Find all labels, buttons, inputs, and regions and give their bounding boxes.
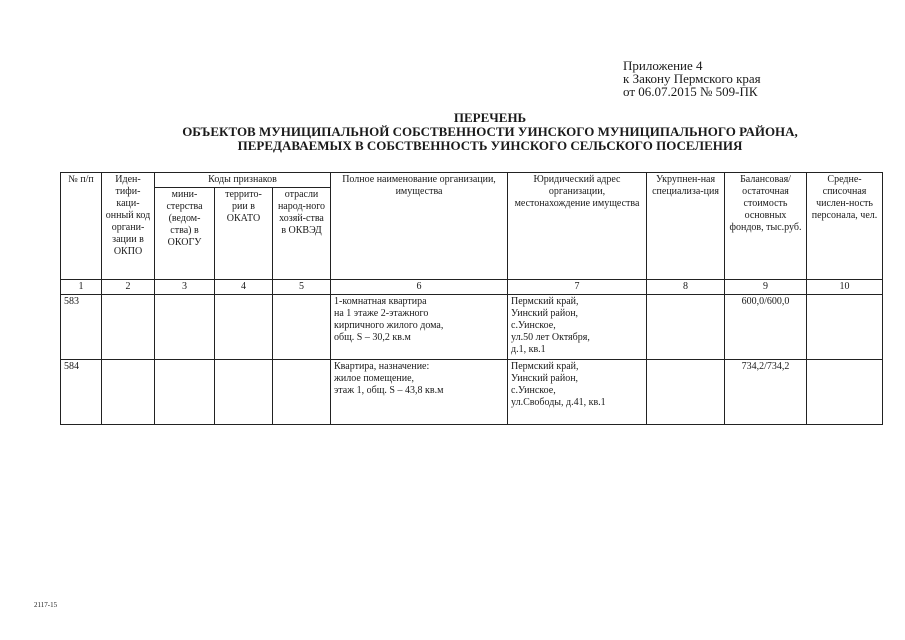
column-number: 7 — [508, 280, 647, 295]
row-address-line: с.Уинское, — [511, 385, 556, 396]
row-specialization — [647, 360, 725, 425]
row-okato — [215, 360, 273, 425]
row-address-line: Уинский район, — [511, 373, 579, 384]
header-codes-group: Коды признаков — [155, 173, 331, 188]
column-number: 10 — [807, 280, 883, 295]
row-address-line: с.Уинское, — [511, 320, 556, 331]
header-staff: Средне-списочная числен-ность персонала, чел. — [807, 173, 883, 280]
column-number: 6 — [331, 280, 508, 295]
row-address-line: Пермский край, — [511, 296, 579, 307]
row-okpo — [102, 360, 155, 425]
row-address-line: ул.Свободы, д.41, кв.1 — [511, 397, 606, 408]
row-okogu — [155, 360, 215, 425]
row-okogu — [155, 295, 215, 360]
row-name — [331, 295, 508, 360]
row-address-line: ул.50 лет Октября, — [511, 332, 590, 343]
table-row — [61, 295, 883, 360]
column-number: 3 — [155, 280, 215, 295]
document-subtitle-line-1: ОБЪЕКТОВ МУНИЦИПАЛЬНОЙ СОБСТВЕННОСТИ УИНСКОГО МУНИЦИПАЛЬНОГО РАЙОНА, — [182, 124, 798, 139]
row-name-line: общ. S – 30,2 кв.м — [334, 332, 411, 343]
column-number: 8 — [647, 280, 725, 295]
appendix-line-1: Приложение 4 — [623, 58, 703, 73]
row-name-line: 1-комнатная квартира — [334, 296, 427, 307]
row-name-line: кирпичного жилого дома, — [334, 320, 444, 331]
appendix-line-2: к Закону Пермского края — [623, 71, 761, 86]
row-address-line: Пермский край, — [511, 361, 579, 372]
appendix-line-3: от 06.07.2015 № 509-ПК — [623, 84, 758, 99]
row-num: 583 — [61, 295, 102, 360]
row-num: 584 — [61, 360, 102, 425]
header-address: Юридический адрес организации, местонахождение имущества — [508, 173, 647, 280]
row-specialization — [647, 295, 725, 360]
row-balance: 734,2/734,2 — [725, 360, 807, 425]
column-number: 1 — [61, 280, 102, 295]
property-table — [60, 172, 883, 425]
row-name-line: этаж 1, общ. S – 43,8 кв.м — [334, 385, 444, 396]
document-title: ПЕРЕЧЕНЬ — [453, 110, 527, 125]
row-balance: 600,0/600,0 — [725, 295, 807, 360]
row-staff — [807, 295, 883, 360]
column-number: 9 — [725, 280, 807, 295]
header-num: № п/п — [61, 173, 102, 280]
row-okato — [215, 295, 273, 360]
row-name-line: Квартира, назначение: — [334, 361, 430, 372]
page-footer-code: 2117-15 — [34, 601, 58, 609]
document-subtitle-line-2: ПЕРЕДАВАЕМЫХ В СОБСТВЕННОСТЬ УИНСКОГО СЕЛЬСКОГО ПОСЕЛЕНИЯ — [237, 138, 743, 153]
header-okogu: мини-стерства (ведом-ства) в ОКОГУ — [155, 188, 215, 280]
row-address-line: д.1, кв.1 — [511, 344, 546, 355]
row-staff — [807, 360, 883, 425]
header-okato: террито-рии в ОКАТО — [215, 188, 273, 280]
column-number: 4 — [215, 280, 273, 295]
column-number: 2 — [102, 280, 155, 295]
row-okved — [273, 360, 331, 425]
column-number-row — [61, 280, 883, 295]
row-name-line: жилое помещение, — [334, 373, 415, 384]
row-name — [331, 360, 508, 425]
header-specialization: Укрупнен-ная специализа-ция — [647, 173, 725, 280]
appendix-block — [623, 59, 761, 98]
row-okved — [273, 295, 331, 360]
header-name: Полное наименование организации, имущества — [331, 173, 508, 280]
row-okpo — [102, 295, 155, 360]
row-address-line: Уинский район, — [511, 308, 579, 319]
column-number: 5 — [273, 280, 331, 295]
header-okved: отрасли народ-ного хозяй-ства в ОКВЭД — [273, 188, 331, 280]
header-okpo: Иден-тифи-каци-онный код органи-зации в ОКПО — [102, 173, 155, 280]
row-address — [508, 360, 647, 425]
row-name-line: на 1 этаже 2-этажного — [334, 308, 429, 319]
header-balance: Балансовая/ остаточная стоимость основных фондов, тыс.руб. — [725, 173, 807, 280]
table-row — [61, 360, 883, 425]
row-address — [508, 295, 647, 360]
